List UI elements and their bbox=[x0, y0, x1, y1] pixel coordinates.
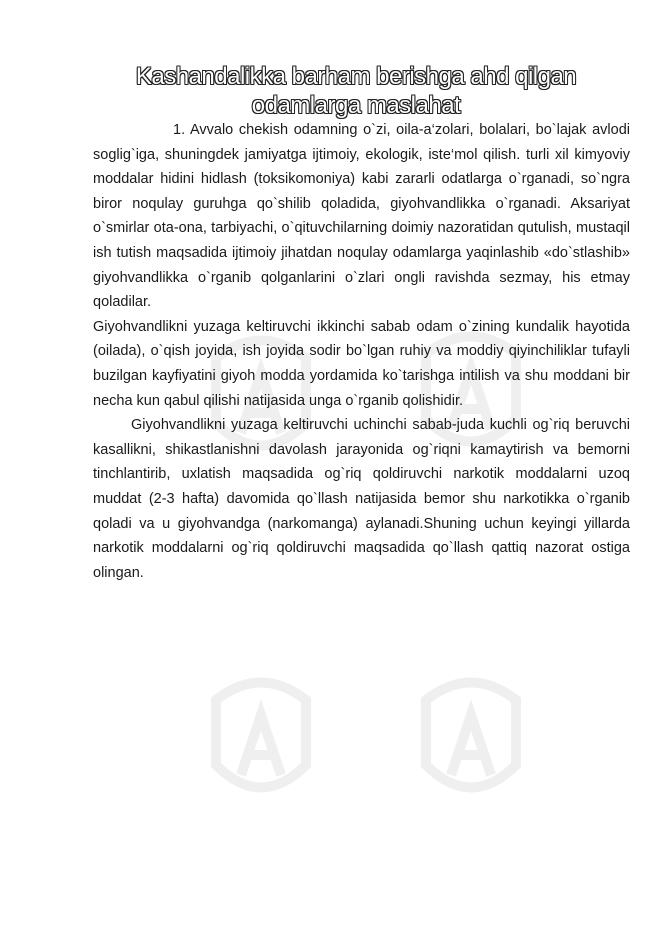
document-title: Kashandalikka barham berishga ahd qilgan odamlarga maslahat bbox=[135, 63, 577, 119]
paragraph-1: 1. Avvalo chekish odamning o`zi, oila-a‘zolari, bolalari, bo`lajak avlodi soglig`iga, shuningdek jamiyatga ijtimoiy, ekologik, iste‘mol qilish. turli xil kimyoviy moddalar hidini hidlash (toksikomoniya) kabi zararli odatlarga o`rganadi, so`ngra biror noqulay guruhga qo`shilib qoladida, giyohvandlikka o`rganadi. Aksariyat o`smirlar ota-ona, tarbiyachi, o`qituvchilarning doimiy nazoratidan qutulish, mustaqil ish tutish maqsadida ijtimoiy jihatdan noqulay odamlarga yaqinlashib «do`stlashib» giyohvandlikka o`rganib qolganlarini o`zlari ongli ravishda sezmay, his etmay qoladilar. bbox=[93, 122, 630, 311]
document-body bbox=[93, 118, 630, 585]
logo-watermark-icon bbox=[196, 670, 326, 820]
paragraph-3: Giyohvandlikni yuzaga keltiruvchi uchinchi sabab-juda kuchli og`riq beruvchi kasallikni, shikastlanishni davolash jarayonida og`riqni kamaytirish va bemorni tinchlantirib, uxlatish maqsadida og`riq qoldiruvchi narkotik moddalarni uzoq muddat (2-3 hafta) davomida qo`llash natijasida bemor shu narkotikka o`rganib qoladi va u giyohvandga (narkomanga) aylanadi.Shuning uchun keyingi yillarda narkotik moddalarni og`riq qoldiruvchi maqsadida qo`llash qattiq nazorat ostiga olingan. bbox=[93, 417, 630, 581]
logo-watermark-icon bbox=[406, 670, 536, 820]
paragraph-2: Giyohvandlikni yuzaga keltiruvchi ikkinchi sabab odam o`zining kundalik hayotida (oilada), o`qish joyida, ish joyida sodir bo`lgan ruhiy va moddiy qiyinchiliklar tufayli buzilgan kayfiyatini giyoh modda yordamida ko`tarishga intilish va shu moddani bir necha kun qabul qilishi natijasida unga o`rganib qolishidir. bbox=[93, 318, 630, 409]
